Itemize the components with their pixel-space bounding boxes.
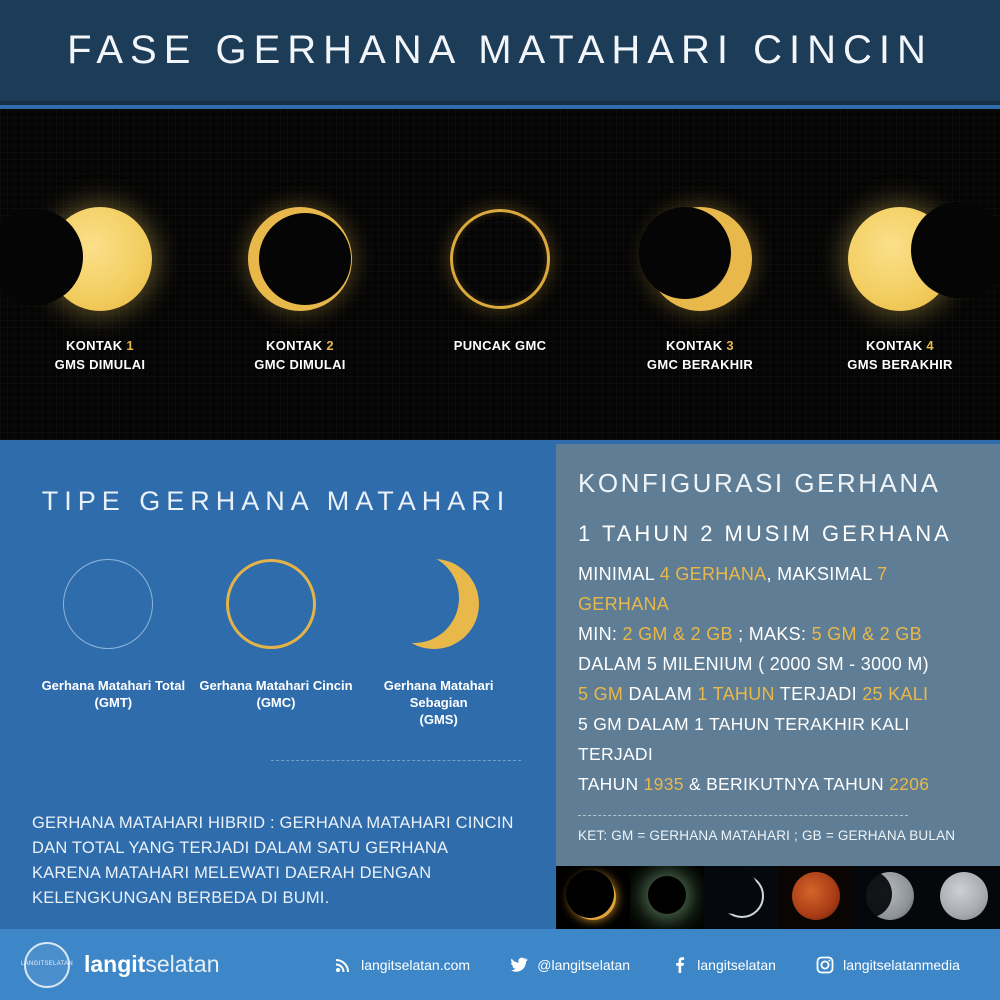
- eclipse-type-partial: [359, 559, 519, 728]
- hybrid-eclipse-note: GERHANA MATAHARI HIBRID : GERHANA MATAHARI CINCIN DAN TOTAL YANG TERJADI DALAM SATU GERHANA KARENA MATAHARI MELEWATI DAERAH DENGAN KELENGKUNGAN BERBEDA DI BUMI.: [32, 814, 514, 907]
- phase-item-4: [600, 204, 800, 374]
- sun-partial-right-bite-icon: [845, 204, 955, 314]
- social-link-facebook[interactable]: [670, 956, 776, 974]
- phase-kontak-3: PUNCAK GMC: [453, 338, 547, 353]
- gibbous-moon-thumb: [852, 866, 926, 929]
- facebook-icon: [670, 956, 688, 974]
- social-link-facebook-label: langitselatan: [697, 956, 776, 973]
- rss-icon: [334, 956, 352, 974]
- phase-item-2: [200, 204, 400, 374]
- divider: [578, 815, 908, 816]
- social-links: [314, 956, 1000, 974]
- social-link-twitter[interactable]: [510, 956, 630, 974]
- legend-note: KET: GM = GERHANA MATAHARI ; GB = GERHANA BULAN: [578, 828, 956, 843]
- phase-item-5: [800, 204, 1000, 374]
- full-moon-thumb: [926, 866, 1000, 929]
- eclipse-type-partial-label: Gerhana Matahari Sebagian (GMS): [383, 678, 494, 727]
- phase-label-1: GMS DIMULAI: [54, 357, 146, 372]
- page-header: [0, 0, 1000, 105]
- eclipse-types-list: [32, 559, 520, 728]
- config-line-min-max: MINIMAL 4 GERHANA, MAKSIMAL 7 GERHANA: [578, 564, 888, 614]
- partial-eclipse-dark-thumb: [704, 866, 778, 929]
- phase-number-5: 4: [926, 338, 934, 353]
- logo-seal-icon: LANGITSELATAN: [24, 942, 70, 988]
- sun-partial-left-bite-icon: [45, 204, 155, 314]
- configuration-title: KONFIGURASI GERHANA: [578, 468, 941, 498]
- phase-caption-1: [55, 336, 146, 374]
- gold-crescent-icon: [389, 559, 489, 659]
- page-title: FASE GERHANA MATAHARI CINCIN: [67, 28, 933, 72]
- config-line-5gm-frequency: 5 GM DALAM 1 TAHUN TERJADI 25 KALI: [578, 684, 929, 704]
- eclipse-configuration-panel: [556, 444, 1000, 929]
- eclipse-types-title: TIPE GERHANA MATAHARI: [41, 486, 511, 516]
- phase-label-4: GMC BERAKHIR: [646, 357, 754, 372]
- divider: [271, 760, 521, 761]
- total-eclipse-corona-thumb: [630, 866, 704, 929]
- phase-kontak-2: KONTAK: [266, 338, 323, 353]
- config-line-years: TAHUN 1935 & BERIKUTNYA TAHUN 2206: [578, 774, 930, 794]
- phase-number-2: 2: [326, 338, 334, 353]
- phase-row: [0, 109, 1000, 440]
- blood-moon-thumb: [778, 866, 852, 929]
- annular-ring-thick-icon: [245, 204, 355, 314]
- phase-item-3: [400, 204, 600, 355]
- phase-caption-2: [254, 336, 345, 374]
- social-link-website[interactable]: [334, 956, 470, 974]
- config-line-last-occurrence: 5 GM DALAM 1 TAHUN TERAKHIR KALI TERJADI: [578, 714, 910, 764]
- eclipse-type-annular: [196, 559, 356, 711]
- eclipse-types-panel: [0, 444, 552, 929]
- twitter-icon: [510, 956, 528, 974]
- footer: [0, 929, 1000, 1000]
- brand: [20, 942, 314, 988]
- eclipse-type-annular-label: Gerhana Matahari Cincin (GMC): [199, 678, 353, 710]
- phase-label-5: GMS BERAKHIR: [847, 357, 953, 372]
- social-link-website-label: langitselatan.com: [361, 956, 471, 973]
- eclipse-type-total-label: Gerhana Matahari Total (GMT): [41, 678, 186, 710]
- phase-kontak-1: KONTAK: [66, 338, 123, 353]
- phase-number-4: 3: [726, 338, 734, 353]
- eclipse-type-total: [33, 559, 193, 711]
- phase-kontak-5: KONTAK: [866, 338, 923, 353]
- phase-item-1: [0, 204, 200, 374]
- instagram-icon: [816, 956, 834, 974]
- config-line-seasons: 1 TAHUN 2 MUSIM GERHANA: [578, 521, 952, 546]
- config-line-gm-gb: MIN: 2 GM & 2 GB ; MAKS: 5 GM & 2 GB: [578, 624, 922, 644]
- config-line-millennium: DALAM 5 MILENIUM ( 2000 SM - 3000 M): [578, 654, 929, 674]
- social-link-instagram-label: langitselatanmedia: [843, 956, 960, 973]
- eclipse-phases-panel: [0, 109, 1000, 440]
- dark-disc-outline-icon: [63, 559, 163, 659]
- social-link-twitter-label: @langitselatan: [537, 956, 631, 973]
- gold-ring-icon: [226, 559, 326, 659]
- phase-number-1: 1: [126, 338, 134, 353]
- phase-caption-5: [847, 336, 952, 374]
- annular-eclipse-thumb: [556, 866, 630, 929]
- annular-ring-thick-right-icon: [645, 204, 755, 314]
- phase-label-2: GMC DIMULAI: [254, 357, 346, 372]
- annular-ring-thin-icon: [445, 204, 555, 314]
- phase-kontak-4: KONTAK: [666, 338, 723, 353]
- eclipse-photo-strip: [556, 866, 1000, 929]
- phase-caption-4: [647, 336, 753, 374]
- phase-caption-3: [454, 336, 547, 355]
- brand-wordmark: langitselatan: [84, 951, 220, 977]
- social-link-instagram[interactable]: [816, 956, 960, 974]
